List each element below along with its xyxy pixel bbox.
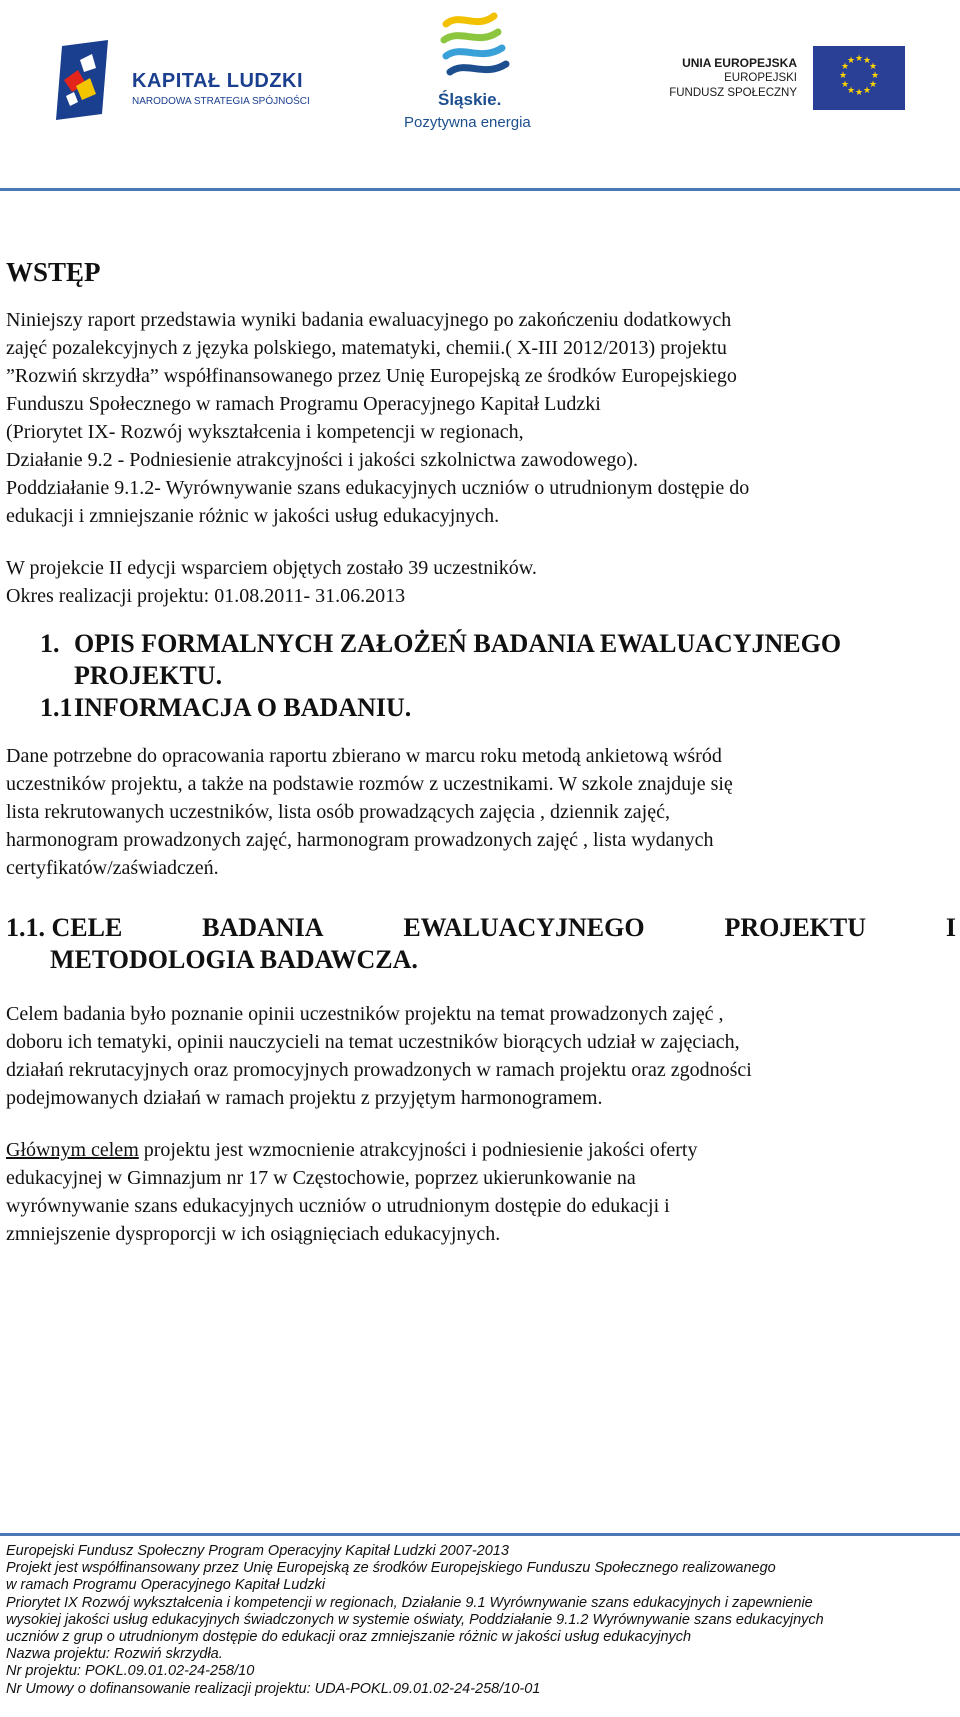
- subsection-title: INFORMACJA O BADANIU.: [74, 693, 412, 722]
- section1-line: Dane potrzebne do opracowania raportu zbierano w marcu roku metodą ankietową wśród: [6, 745, 722, 767]
- intro-line: Działanie 9.2 - Podniesienie atrakcyjności i jakości szkolnictwa zawodowego).: [6, 449, 639, 471]
- footer-rule: [0, 1533, 960, 1536]
- section1-title: OPIS FORMALNYCH ZAŁOŻEŃ BADANIA EWALUACYJNEGO: [74, 629, 842, 658]
- participants-line: W projekcie II edycji wsparciem objętych zostało 39 uczestników.: [6, 557, 537, 579]
- slaskie-logo: [400, 10, 550, 135]
- section1-line: lista rekrutowanych uczestników, lista osób prowadzących zajęcia , dziennik zajęć,: [6, 801, 670, 823]
- footer-line: Nr Umowy o dofinansowanie realizacji projektu: UDA-POKL.09.01.02-24-258/10-01: [6, 1680, 541, 1697]
- footer-line: wysokiej jakości usług edukacyjnych świadczonych w systemie oświaty, Poddziałanie 9.1.2 Wyrównywanie szans edukacyjnych: [6, 1611, 824, 1628]
- svg-text:★: ★: [846, 56, 856, 66]
- subsection-heading: [6, 692, 956, 724]
- svg-text:★: ★: [854, 88, 864, 98]
- svg-text:★: ★: [840, 80, 850, 90]
- intro-line: edukacji i zmniejszanie różnic w jakości usług edukacyjnych.: [6, 505, 500, 527]
- section1-heading: [6, 628, 956, 660]
- header-rule: [0, 188, 960, 191]
- kapital-ludzki-title: KAPITAŁ LUDZKI: [132, 70, 304, 92]
- intro-line: (Priorytet IX- Rozwój wykształcenia i kompetencji w regionach,: [6, 421, 524, 443]
- section2-heading-word: EWALUACYJNEGO: [403, 913, 645, 942]
- section1-paragraph: [6, 742, 956, 882]
- svg-text:★: ★: [870, 71, 880, 81]
- spacer: [6, 882, 956, 912]
- svg-text:★: ★: [868, 80, 878, 90]
- eu-text-line3: FUNDUSZ SPOŁECZNY: [669, 87, 797, 99]
- section2-line: doboru ich tematyki, opinii nauczycieli na temat uczestników biorących udział w zajęciach,: [6, 1031, 740, 1053]
- spacer: [6, 610, 956, 628]
- footer-line: Projekt jest współfinansowany przez Unię Europejską ze środków Europejskiego Funduszu Społecznego realizowanego: [6, 1560, 776, 1577]
- goal-label: Głównym celem: [6, 1139, 139, 1161]
- intro-line: zajęć pozalekcyjnych z języka polskiego, matematyki, chemii.( X-III 2012/2013) projektu: [6, 337, 727, 359]
- section2-line: działań rekrutacyjnych oraz promocyjnych prowadzonych w ramach projektu oraz zgodności: [6, 1059, 752, 1081]
- eu-logo: [655, 46, 905, 116]
- kapital-ludzki-logo: [56, 40, 336, 120]
- section2-line: Celem badania było poznanie opinii uczestników projektu na temat prowadzonych zajęć ,: [6, 1003, 724, 1025]
- section2-line: podejmowanych działań w ramach projektu z przyjętym harmonogramem.: [6, 1087, 603, 1109]
- svg-text:★: ★: [838, 71, 848, 81]
- slaskie-name: Śląskie.: [438, 90, 502, 109]
- section2-heading-word: BADANIA: [202, 913, 324, 942]
- eu-text-line1: UNIA EUROPEJSKA: [682, 56, 797, 70]
- footer-line: Nr projektu: POKL.09.01.02-24-258/10: [6, 1663, 255, 1680]
- goal-line-rest: projektu jest wzmocnienie atrakcyjności i podniesienie jakości oferty: [138, 1139, 698, 1161]
- svg-text:★: ★: [840, 62, 850, 72]
- section2-heading-cont: METODOLOGIA BADAWCZA.: [50, 945, 418, 974]
- section2-paragraph: [6, 1000, 956, 1112]
- goal-line: edukacyjnej w Gimnazjum nr 17 w Częstochowie, poprzez ukierunkowanie na: [6, 1167, 636, 1189]
- section1-line: certyfikatów/zaświadczeń.: [6, 857, 219, 879]
- section1-line: harmonogram prowadzonych zajęć, harmonogram prowadzonych zajęć , lista wydanych: [6, 829, 714, 851]
- document-body: [6, 248, 956, 1248]
- intro-line: Niniejszy raport przedstawia wyniki badania ewaluacyjnego po zakończeniu dodatkowych: [6, 309, 732, 331]
- kapital-ludzki-flag-icon: [56, 40, 120, 120]
- section2-heading-word: 1.1. CELE: [6, 913, 123, 942]
- section2-heading-word: PROJEKTU: [724, 913, 867, 942]
- section1-number: 1.: [40, 629, 60, 658]
- intro-heading: WSTĘP: [6, 257, 101, 287]
- svg-text:★: ★: [862, 86, 872, 96]
- slaskie-waves-icon: [436, 10, 516, 88]
- svg-text:★: ★: [846, 86, 856, 96]
- section2-heading: [6, 912, 956, 944]
- slaskie-tagline: Pozytywna energia: [404, 114, 531, 131]
- footer-line: uczniów z grup o utrudnionym dostępie do edukacji oraz zmniejszanie różnic w jakości usług edukacyjnych: [6, 1629, 692, 1646]
- spacer: [6, 1112, 956, 1136]
- svg-text:★: ★: [854, 54, 864, 64]
- svg-text:★: ★: [862, 56, 872, 66]
- intro-paragraph: [6, 306, 956, 530]
- footer-line: Nazwa projektu: Rozwiń skrzydła.: [6, 1646, 223, 1663]
- period-line: Okres realizacji projektu: 01.08.2011- 31.06.2013: [6, 585, 406, 607]
- kapital-ludzki-subtitle: NARODOWA STRATEGIA SPÓJNOŚCI: [132, 96, 310, 107]
- eu-text-line2: EUROPEJSKI: [724, 72, 797, 84]
- spacer: [6, 724, 956, 742]
- section1-line: uczestników projektu, a także na podstawie rozmów z uczestnikami. W szkole znajduje się: [6, 773, 733, 795]
- intro-line: Poddziałanie 9.1.2- Wyrównywanie szans edukacyjnych uczniów o utrudnionym dostępie do: [6, 477, 750, 499]
- footer-line: w ramach Programu Operacyjnego Kapitał Ludzki: [6, 1577, 326, 1594]
- spacer: [6, 530, 956, 554]
- eu-flag-icon: [813, 46, 905, 110]
- eu-text: [669, 56, 797, 101]
- subsection-number: 1.1: [40, 693, 73, 722]
- logo-header: [0, 0, 960, 190]
- svg-text:★: ★: [868, 62, 878, 72]
- section1-title-cont: PROJEKTU.: [74, 661, 223, 690]
- footer: [6, 1543, 956, 1698]
- intro-line: ”Rozwiń skrzydła” współfinansowanego przez Unię Europejską ze środków Europejskiego: [6, 365, 737, 387]
- goal-paragraph: [6, 1136, 956, 1248]
- footer-line: Priorytet IX Rozwój wykształcenia i kompetencji w regionach, Działanie 9.1 Wyrównywanie szans edukacyjnych i zapewnienie: [6, 1594, 813, 1611]
- section2-heading-word: I: [945, 913, 956, 942]
- goal-first-line: [6, 1136, 956, 1164]
- goal-line: wyrównywanie szans edukacyjnych uczniów o utrudnionym dostępie do edukacji i: [6, 1195, 670, 1217]
- intro-line: Funduszu Społecznego w ramach Programu Operacyjnego Kapitał Ludzki: [6, 393, 601, 415]
- spacer: [6, 976, 956, 1000]
- goal-line: zmniejszenie dysproporcji w ich osiągnięciach edukacyjnych.: [6, 1223, 501, 1245]
- footer-line: Europejski Fundusz Społeczny Program Operacyjny Kapitał Ludzki 2007-2013: [6, 1543, 509, 1559]
